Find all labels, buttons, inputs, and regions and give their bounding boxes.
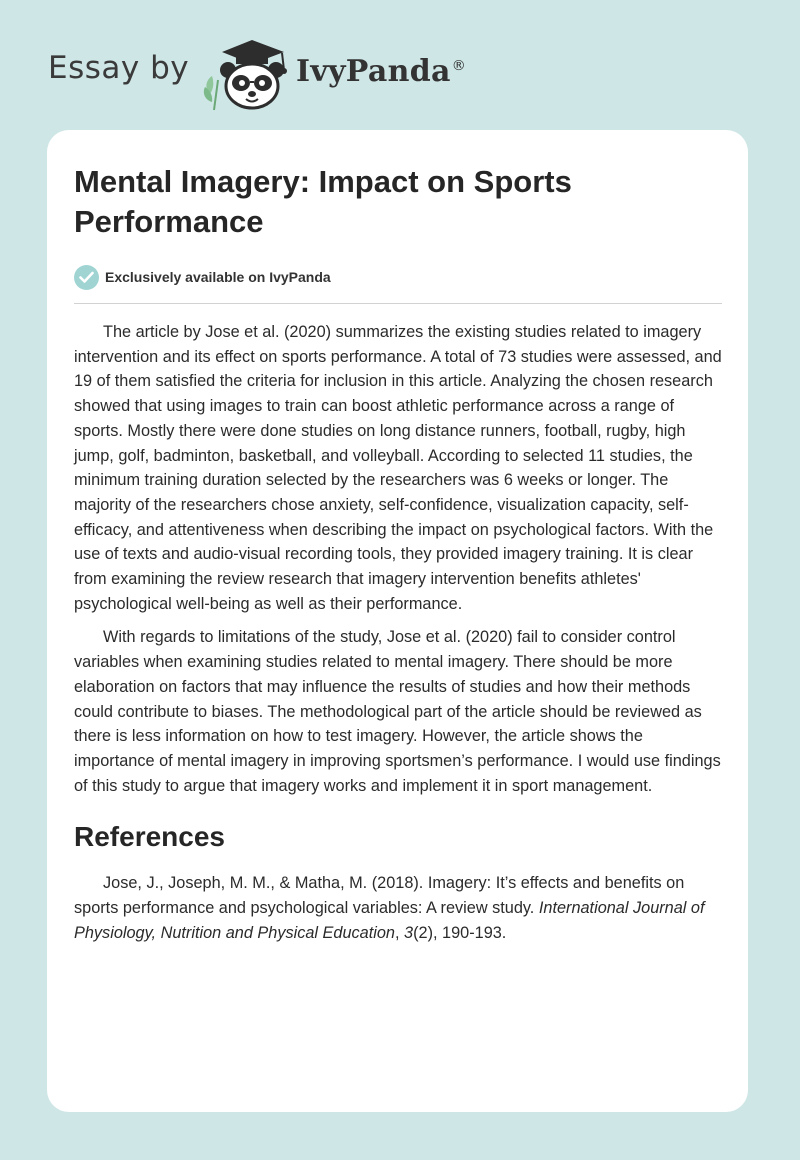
panda-graduate-icon	[200, 36, 292, 112]
essay-card	[47, 130, 748, 1112]
reference-entry	[74, 871, 724, 945]
brand-name	[296, 54, 466, 89]
registered-mark: ®	[451, 58, 467, 74]
check-icon	[74, 265, 99, 290]
site-header	[0, 0, 800, 120]
essay-by-label: Essay by	[48, 50, 190, 86]
brand-text: IvyPanda	[296, 54, 451, 89]
reference-journal: International Journal of Physiology, Nutrition and Physical Education	[74, 899, 705, 942]
essay-title: Mental Imagery: Impact on Sports Performance	[74, 164, 572, 239]
reference-lead: Jose, J., Joseph, M. M., & Matha, M. (2018). Imagery: It’s effects and benefits on sports performance and psychological variables: A review study.	[74, 874, 685, 918]
references-heading: References	[74, 821, 225, 853]
reference-issue-pages: (2), 190-193.	[413, 923, 507, 942]
badge-label: Exclusively available on IvyPanda	[105, 269, 331, 285]
exclusive-badge	[74, 264, 331, 290]
divider	[74, 303, 722, 304]
reference-volume: 3	[404, 923, 414, 942]
paragraph: The article by Jose et al. (2020) summarizes the existing studies related to imagery intervention and its effect on sports performance. A total of 73 studies were assessed, and 19 of them satisfied the criteria for inclusion in this article. Analyzing the chosen research showed that using images to train can boost athletic performance across a range of sports. Mostly there were done studies on long distance runners, football, rugby, high jump, golf, badminton, basketball, and volleyball. According to selected 11 studies, the minimum training duration selected by the researchers was 6 weeks or longer. The majority of the researchers chose anxiety, self-confidence, visualization capacity, self-efficacy, and attentiveness when describing the impact on psychological factors. With the use of texts and audio-visual recording tools, they provided imagery training. It is clear from examining the review research that imagery intervention benefits athletes' psychological well-being as well as their performance.	[74, 323, 722, 613]
paragraph: With regards to limitations of the study, Jose et al. (2020) fail to consider control variables when examining studies related to mental imagery. There should be more elaboration on factors that may influence the results of studies and how their methods could contribute to biases. The methodological part of the article should be reviewed as there is less information on how to test imagery. However, the article shows the importance of mental imagery in improving sportsmen’s performance. I would use findings of this study to argue that imagery works and implement it in sport management.	[74, 628, 721, 795]
essay-body	[74, 320, 724, 954]
reference-separator: ,	[394, 923, 405, 942]
